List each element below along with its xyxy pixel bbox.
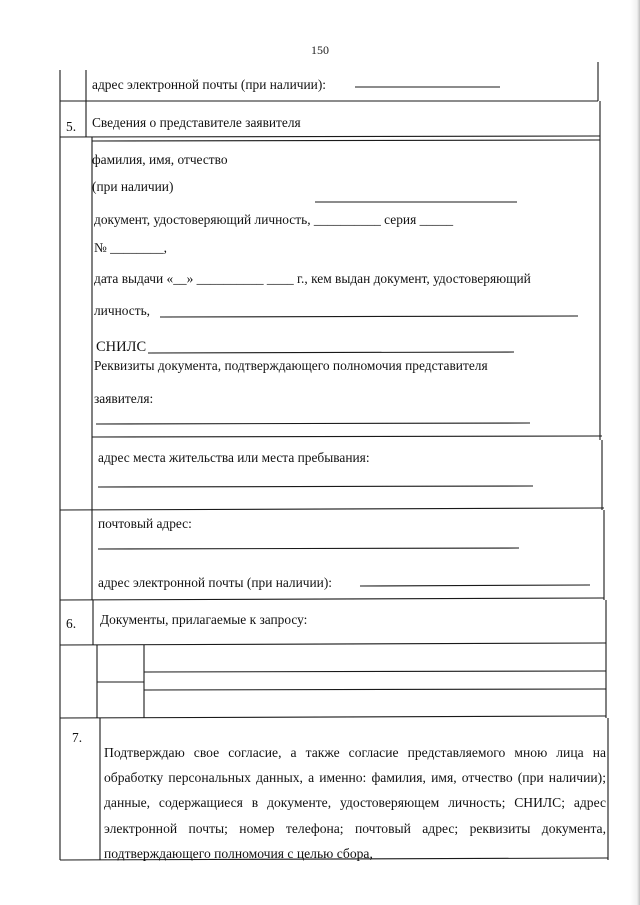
row-number-7: 7. (72, 730, 83, 745)
email-label-top: адрес электронной почты (при наличии): (92, 77, 327, 92)
residence-address-label: адрес места жительства или места пребывания: (98, 450, 370, 465)
authority-document-label: Реквизиты документа, подтверждающего полномочия представителя (94, 358, 488, 373)
full-name-label: фамилия, имя, отчество (92, 152, 228, 167)
row-number-5: 5. (66, 119, 77, 134)
document-number-label: № ________, (94, 240, 168, 255)
id-document-label: документ, удостоверяющий личность, __________ серия _____ (94, 212, 454, 227)
page-number: 150 (311, 43, 329, 57)
full-name-note: (при наличии) (92, 179, 174, 194)
snils-label: СНИЛС (96, 339, 147, 355)
row-number-6: 6. (66, 616, 77, 631)
attached-documents-title: Документы, прилагаемые к запросу: (100, 612, 308, 627)
identity-label: личность, (94, 303, 151, 318)
representative-section-title: Сведения о представителе заявителя (92, 115, 301, 130)
postal-address-label: почтовый адрес: (98, 516, 192, 531)
consent-paragraph: Подтверждаю свое согласие, а также согласие представляемого мною лица на обработку персональных данных, а именно: фамилия, имя, отчество (при наличии); данные, содержащиеся в документе, удостоверяющем личность; СНИЛС; адрес электронной почты; номер телефона; почтовый адрес; реквизиты документа, подтверждающего полномочия с целью сбора, (104, 745, 606, 861)
scan-edge-shadow (630, 0, 640, 905)
applicant-label: заявителя: (94, 391, 154, 406)
email-label-representative: адрес электронной почты (при наличии): (98, 575, 333, 590)
issue-date-label: дата выдачи «__» __________ ____ г., кем выдан документ, удостоверяющий (94, 271, 531, 286)
